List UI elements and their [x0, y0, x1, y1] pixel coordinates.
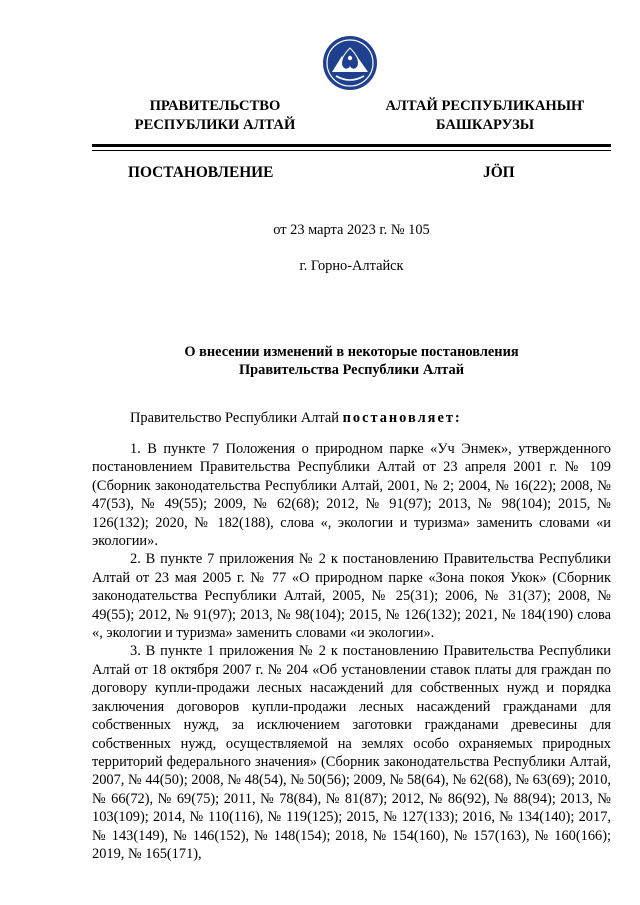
title-line-2: Правительства Республики Алтай [238, 362, 465, 378]
doc-type-altai: JÖП [483, 164, 515, 181]
paragraph-1: 1. В пункте 7 Положения о природном парке «Уч Энмек», утвержденного постановлением Правительства Республики Алтай от 23 апреля 2001 г. № 109 (Сборник законодательства Республики Алтай, 2001, № 2; 2004, № 16(22); 2008, № 47(53), № 49(55); 2009, № 62(68); 2012, № 91(97); 2013, № 98(104); 2015, № 126(132); 2020, № 182(188), слова «, экологии и туризма» заменить словами «и экологии». [92, 441, 611, 550]
city-line: г. Горно-Алтайск [299, 258, 404, 274]
coat-of-arms-emblem [322, 34, 378, 92]
header-left-line2: РЕСПУБЛИКИ АЛТАЙ [134, 117, 296, 133]
intro-statement [130, 410, 462, 427]
header-right-line1: АЛТАЙ РЕСПУБЛИКАНЫҤ [385, 98, 585, 114]
header-left-line1: ПРАВИТЕЛЬСТВО [149, 98, 281, 114]
paragraph-3: 3. В пункте 1 приложения № 2 к постановлению Правительства Республики Алтай от 18 октября 2007 г. № 204 «Об установлении ставок платы для граждан по договору купли-продажи лесных насаждений для собственных нужд и порядка заключения договоров купли-продажи лесных насаждений гражданами для собственных нужд, за исключением заготовки гражданами древесины для собственных нужд, осуществляемой на землях особо охраняемых природных территорий федерального значения» (Сборник законодательства Республики Алтай, 2007, № 44(50); 2008, № 48(54), № 50(56); 2009, № 58(64), № 62(68), № 63(69); 2010, № 66(72), № 69(75); 2011, № 78(84), № 81(87); 2012, № 86(92), № 88(94); 2013, № 103(109); 2014, № 110(116), № 119(125); 2015, № 127(133); 2016, № 134(140); 2017, № 143(149), № 146(152), № 148(154); 2018, № 154(160), № 157(163), № 160(166); 2019, № 165(171), [92, 643, 611, 862]
header-right-line2: БАШКАРУЗЫ [435, 117, 535, 133]
document-body [92, 440, 611, 863]
title-line-1: О внесении изменений в некоторые постановления [184, 344, 519, 360]
doc-type-russian: ПОСТАНОВЛЕНИЕ [128, 164, 274, 181]
intro-text: Правительство Республики Алтай [130, 410, 343, 426]
document-title [92, 343, 611, 379]
date-number-line: от 23 марта 2023 г. № 105 [273, 222, 430, 238]
header-divider-thin [92, 150, 611, 151]
intro-emphasis: постановляет: [342, 410, 462, 426]
header-right [370, 97, 600, 135]
header-divider-thick [92, 144, 611, 147]
paragraph-2: 2. В пункте 7 приложения № 2 к постановлению Правительства Республики Алтай от 23 мая 2005 г. № 77 «О природном парке «Зона покоя Укок» (Сборник законодательства Республики Алтай, 2005, № 25(31); 2006, № 31(37); 2008, № 49(55); 2012, № 91(97); 2013, № 98(104); 2015, № 126(132); 2021, № 184(190) слова «, экологии и туризма» заменить словами «и экологии». [92, 551, 611, 642]
header-left [100, 97, 330, 135]
